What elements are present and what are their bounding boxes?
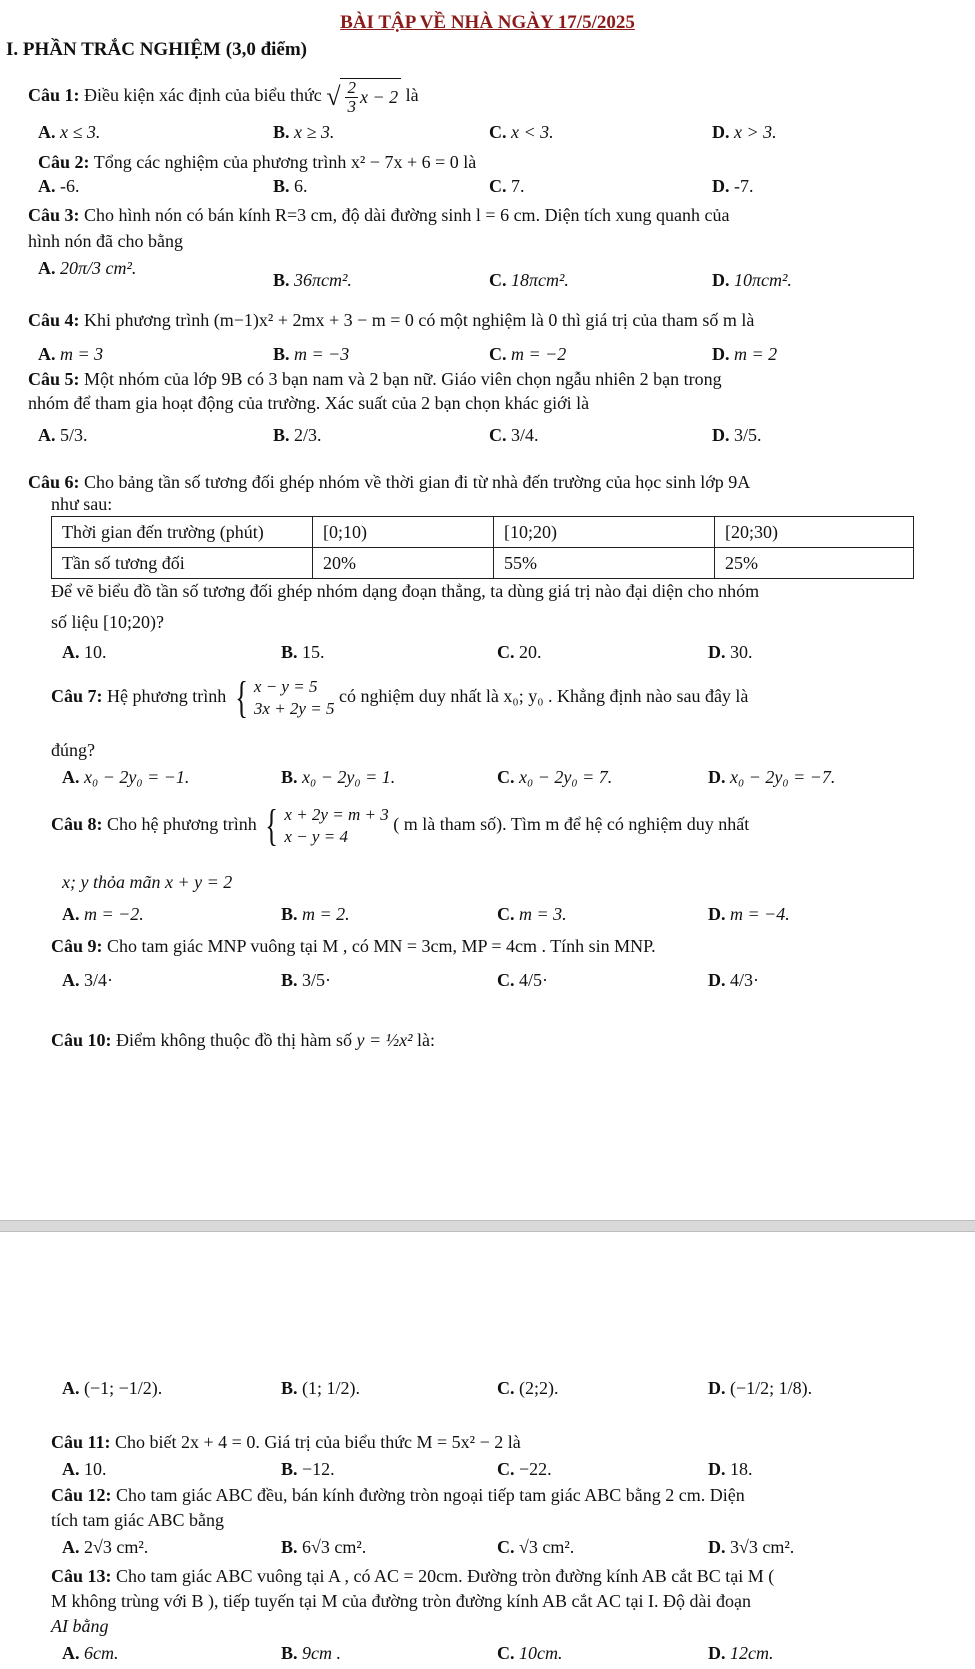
q13-option-a: A. 6cm. <box>62 1643 119 1663</box>
question-7: Câu 7: Hệ phương trình { x − y = 5 3x + 2y = 5 có nghiệm duy nhất là x₀; y₀ . Khẳng định nào sau đây là <box>51 673 749 723</box>
table-row <box>52 517 914 548</box>
q12-option-c: C. √3 cm². <box>497 1537 575 1557</box>
question-3: Câu 3: Cho hình nón có bán kính R=3 cm, độ dài đường sinh l = 6 cm. Diện tích xung quanh của <box>28 205 730 225</box>
q10-option-d: D. (−1/2; 1/8). <box>708 1378 813 1398</box>
table-cell: [20;30) <box>715 517 914 548</box>
q4-option-b: B. m = −3 <box>273 344 350 364</box>
q10-option-b: B. (1; 1/2). <box>281 1378 361 1398</box>
table-cell: Tần số tương đối <box>52 548 313 579</box>
q13-option-c: C. 10cm. <box>497 1643 563 1663</box>
q6-option-a: A. 10. <box>62 642 107 662</box>
q11-option-a: A. 10. <box>62 1459 107 1479</box>
q5-option-a: A. 5/3. <box>38 425 88 445</box>
table-cell: 20% <box>313 548 494 579</box>
question-3-cont: hình nón đã cho bằng <box>28 231 183 251</box>
q7-option-d: D. x₀ − 2y₀ = −7. <box>708 767 836 787</box>
table-cell: [0;10) <box>313 517 494 548</box>
question-text: Điều kiện xác định của biểu thức <box>84 84 322 105</box>
q6-option-b: B. 15. <box>281 642 325 662</box>
page-break <box>0 1220 975 1232</box>
q11-option-c: C. −22. <box>497 1459 552 1479</box>
system-brace: { <box>265 801 279 851</box>
question-12: Câu 12: Cho tam giác ABC đều, bán kính đường tròn ngoại tiếp tam giác ABC bằng 2 cm. Diện <box>51 1485 745 1505</box>
sqrt-expression: √ $\frac{2}{3}$ x − 2 <box>326 78 401 116</box>
q2-option-d: D. -7. <box>712 176 754 196</box>
q1-option-c: C. x < 3. <box>489 122 554 142</box>
question-6-cont2: Để vẽ biểu đồ tần số tương đối ghép nhóm dạng đoạn thẳng, ta dùng giá trị nào đại diện cho nhóm <box>51 581 760 601</box>
q6-option-d: D. 30. <box>708 642 753 662</box>
question-13-cont2: AI bằng <box>51 1616 109 1636</box>
q5-option-d: D. 3/5. <box>712 425 762 445</box>
q13-option-b: B. 9cm . <box>281 1643 342 1663</box>
q12-option-d: D. 3√3 cm². <box>708 1537 795 1557</box>
question-6: Câu 6: Cho bảng tần số tương đối ghép nhóm về thời gian đi từ nhà đến trường của học sinh lớp 9A <box>28 472 751 492</box>
question-11: Câu 11: Cho biết 2x + 4 = 0. Giá trị của biểu thức M = 5x² − 2 là <box>51 1432 521 1452</box>
q12-option-b: B. 6√3 cm². <box>281 1537 367 1557</box>
q2-option-c: C. 7. <box>489 176 525 196</box>
q3-option-d: D. 10πcm². <box>712 270 792 290</box>
question-6-cont: như sau: <box>51 494 113 514</box>
q10-option-a: A. (−1; −1/2). <box>62 1378 163 1398</box>
q10-option-c: C. (2;2). <box>497 1378 559 1398</box>
question-8-cont: x; y thỏa mãn x + y = 2 <box>62 872 233 892</box>
q8-option-c: C. m = 3. <box>497 904 567 924</box>
q5-option-b: B. 2/3. <box>273 425 322 445</box>
question-tail: là <box>405 84 419 105</box>
question-13: Câu 13: Cho tam giác ABC vuông tại A , có AC = 20cm. Đường tròn đường kính AB cắt BC tại M ( <box>51 1566 775 1586</box>
q8-option-a: A. m = −2. <box>62 904 144 924</box>
q5-option-c: C. 3/4. <box>489 425 539 445</box>
q8-option-d: D. m = −4. <box>708 904 790 924</box>
q8-option-b: B. m = 2. <box>281 904 350 924</box>
section-heading: I. PHẦN TRẮC NGHIỆM (3,0 điểm) <box>6 39 308 60</box>
table-cell: Thời gian đến trường (phút) <box>52 517 313 548</box>
frequency-table <box>51 516 914 579</box>
page-title: BÀI TẬP VỀ NHÀ NGÀY 17/5/2025 <box>340 12 635 33</box>
question-5: Câu 5: Một nhóm của lớp 9B có 3 bạn nam và 2 bạn nữ. Giáo viên chọn ngẫu nhiên 2 bạn trong <box>28 369 722 389</box>
q13-option-d: D. 12cm. <box>708 1643 774 1663</box>
q3-option-c: C. 18πcm². <box>489 270 569 290</box>
q3-option-b: B. 36πcm². <box>273 270 352 290</box>
equation-system: x − y = 5 3x + 2y = 5 <box>253 677 335 719</box>
q3-option-a: A. 20π/3 cm². <box>38 258 137 278</box>
q1-option-b: B. x ≥ 3. <box>273 122 335 142</box>
table-row <box>52 548 914 579</box>
q2-option-b: B. 6. <box>273 176 308 196</box>
question-8: Câu 8: Cho hệ phương trình { x + 2y = m + 3 x − y = 4 ( m là tham số). Tìm m để hệ có nghiệm duy nhất <box>51 801 750 851</box>
question-12-cont: tích tam giác ABC bằng <box>51 1510 224 1530</box>
q9-option-b: B. 3/5· <box>281 970 332 990</box>
q4-option-d: D. m = 2 <box>712 344 778 364</box>
question-2: Câu 2: Tổng các nghiệm của phương trình x² − 7x + 6 = 0 là <box>38 152 477 172</box>
table-cell: [10;20) <box>494 517 715 548</box>
question-13-cont: M không trùng với B ), tiếp tuyến tại M của đường tròn đường kính AB cắt AC tại I. Độ dài đoạn <box>51 1591 751 1611</box>
q1-option-a: A. x ≤ 3. <box>38 122 101 142</box>
q4-option-a: A. m = 3 <box>38 344 104 364</box>
q7-option-b: B. x₀ − 2y₀ = 1. <box>281 767 396 787</box>
q7-option-c: C. x₀ − 2y₀ = 7. <box>497 767 613 787</box>
q11-option-d: D. 18. <box>708 1459 753 1479</box>
q12-option-a: A. 2√3 cm². <box>62 1537 149 1557</box>
q9-option-d: D. 4/3· <box>708 970 759 990</box>
q9-option-c: C. 4/5· <box>497 970 548 990</box>
q9-option-a: A. 3/4· <box>62 970 113 990</box>
question-4: Câu 4: Khi phương trình (m−1)x² + 2mx + 3 − m = 0 có một nghiệm là 0 thì giá trị của tham số m là <box>28 310 755 330</box>
question-5-cont: nhóm để tham gia hoạt động của trường. Xác suất của 2 bạn chọn khác giới là <box>28 393 590 413</box>
question-label: Câu 1: <box>28 84 80 105</box>
q7-option-a: A. x₀ − 2y₀ = −1. <box>62 767 190 787</box>
equation-system: x + 2y = m + 3 x − y = 4 <box>284 805 389 847</box>
table-cell: 55% <box>494 548 715 579</box>
question-6-cont3: số liệu [10;20)? <box>51 612 164 632</box>
table-cell: 25% <box>715 548 914 579</box>
question-7-cont: đúng? <box>51 740 95 760</box>
q2-option-a: A. -6. <box>38 176 80 196</box>
q4-option-c: C. m = −2 <box>489 344 567 364</box>
question-10: Câu 10: Điểm không thuộc đồ thị hàm số y = ½x² là: <box>51 1030 436 1050</box>
system-brace: { <box>235 673 248 723</box>
function-expression: y = ½x² <box>356 1030 413 1050</box>
question-9: Câu 9: Cho tam giác MNP vuông tại M , có MN = 3cm, MP = 4cm . Tính sin MNP. <box>51 936 656 956</box>
q1-option-d: D. x > 3. <box>712 122 777 142</box>
q6-option-c: C. 20. <box>497 642 542 662</box>
question-1 <box>28 78 419 116</box>
q11-option-b: B. −12. <box>281 1459 335 1479</box>
